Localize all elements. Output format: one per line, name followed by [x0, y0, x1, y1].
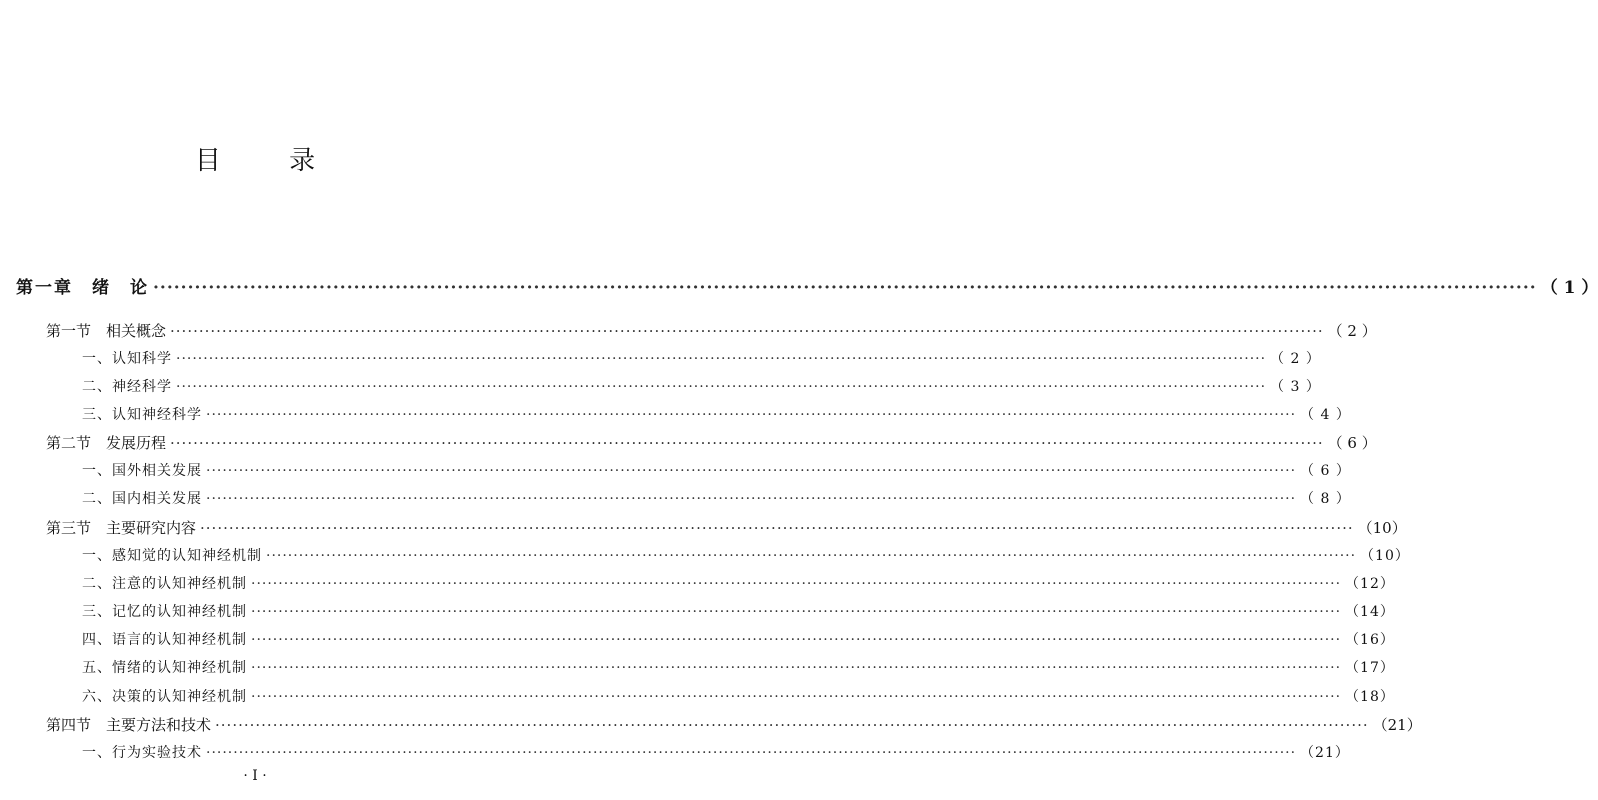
toc-entry-page: （10） [1357, 519, 1407, 537]
toc-entry-title: 第四节 主要方法和技术 [46, 716, 212, 734]
dot-leader: ········································································································································································································ [251, 576, 1342, 592]
toc-entry-title: 三、记忆的认知神经机制 [82, 604, 247, 620]
toc-entry-title: 第一章 绪 论 [16, 278, 149, 298]
toc-entry-title: 二、国内相关发展 [82, 491, 202, 507]
toc-entry-title: 第三节 主要研究内容 [46, 519, 197, 537]
toc-entry-section [46, 432, 1377, 453]
toc-entry-title: 第二节 发展历程 [46, 434, 167, 452]
toc-entry-section [46, 320, 1377, 341]
toc-entry-page: （ 8 ） [1300, 491, 1351, 507]
toc-entry-page: （ 2 ） [1270, 351, 1321, 367]
toc-entry-page: （12） [1345, 576, 1395, 592]
toc-entry-page: （ 4 ） [1300, 407, 1351, 423]
toc-entry-title: 六、决策的认知神经机制 [82, 689, 247, 705]
toc-entry-title: 二、神经科学 [82, 379, 172, 395]
toc-entry-chapter [16, 273, 1598, 298]
toc-entry-page: （16） [1345, 632, 1395, 648]
toc-entry-item [82, 742, 1350, 762]
toc-entry-page: （14） [1345, 604, 1395, 620]
dot-leader: ········································································································································································································ [206, 491, 1297, 507]
toc-entry-item [82, 573, 1395, 593]
toc-entry-title: 二、注意的认知神经机制 [82, 576, 247, 592]
toc-entry-item [82, 657, 1395, 677]
toc-entry-page: （ 6 ） [1327, 434, 1377, 452]
dot-leader: ········································································································································································································ [206, 745, 1297, 761]
toc-entry-title: 五、情绪的认知神经机制 [82, 660, 247, 676]
toc-entry-section [46, 517, 1407, 538]
toc-entry-title: 第一节 相关概念 [46, 322, 167, 340]
toc-entry-page: （21） [1372, 716, 1422, 734]
toc-entry-page: （ 6 ） [1300, 463, 1351, 479]
toc-entry-section [46, 714, 1422, 735]
page-number-footer: · I · [243, 768, 267, 784]
dot-leader: ········································································································································································································ [176, 379, 1267, 395]
toc-entry-item [82, 488, 1351, 508]
toc-entry-item [82, 686, 1395, 706]
toc-entry-page: （21） [1300, 745, 1350, 761]
toc-entry-item [82, 460, 1351, 480]
toc-entry-page: （ 3 ） [1270, 379, 1321, 395]
toc-entry-item [82, 629, 1395, 649]
dot-leader: ········································································································································································································ [215, 716, 1369, 734]
toc-entry-title: 一、认知科学 [82, 351, 172, 367]
toc-entry-page: （17） [1345, 660, 1395, 676]
dot-leader: ········································································································································································································ [153, 278, 1537, 298]
dot-leader: ········································································································································································································ [251, 660, 1342, 676]
toc-entry-page: （ 2 ） [1327, 322, 1377, 340]
toc-entry-title: 一、国外相关发展 [82, 463, 202, 479]
toc-entry-item [82, 348, 1321, 368]
dot-leader: ········································································································································································································ [251, 689, 1342, 705]
toc-entry-item [82, 601, 1395, 621]
toc-entry-title: 四、语言的认知神经机制 [82, 632, 247, 648]
toc-entry-title: 一、行为实验技术 [82, 745, 202, 761]
dot-leader: ········································································································································································································ [176, 351, 1267, 367]
toc-entry-item [82, 404, 1351, 424]
toc-entry-item [82, 376, 1321, 396]
dot-leader: ········································································································································································································ [251, 632, 1342, 648]
toc-entry-title: 三、认知神经科学 [82, 407, 202, 423]
toc-entry-page: （10） [1360, 548, 1410, 564]
toc-title: 目 录 [194, 146, 346, 176]
dot-leader: ········································································································································································································ [206, 463, 1297, 479]
toc-entry-page: （18） [1345, 689, 1395, 705]
dot-leader: ········································································································································································································ [266, 548, 1357, 564]
dot-leader: ········································································································································································································ [170, 322, 1324, 340]
dot-leader: ········································································································································································································ [206, 407, 1297, 423]
dot-leader: ········································································································································································································ [200, 519, 1354, 537]
dot-leader: ········································································································································································································ [251, 604, 1342, 620]
toc-entry-title: 一、感知觉的认知神经机制 [82, 548, 262, 564]
toc-entry-item [82, 545, 1410, 565]
dot-leader: ········································································································································································································ [170, 434, 1324, 452]
toc-entry-page: （ 1 ） [1540, 278, 1598, 298]
